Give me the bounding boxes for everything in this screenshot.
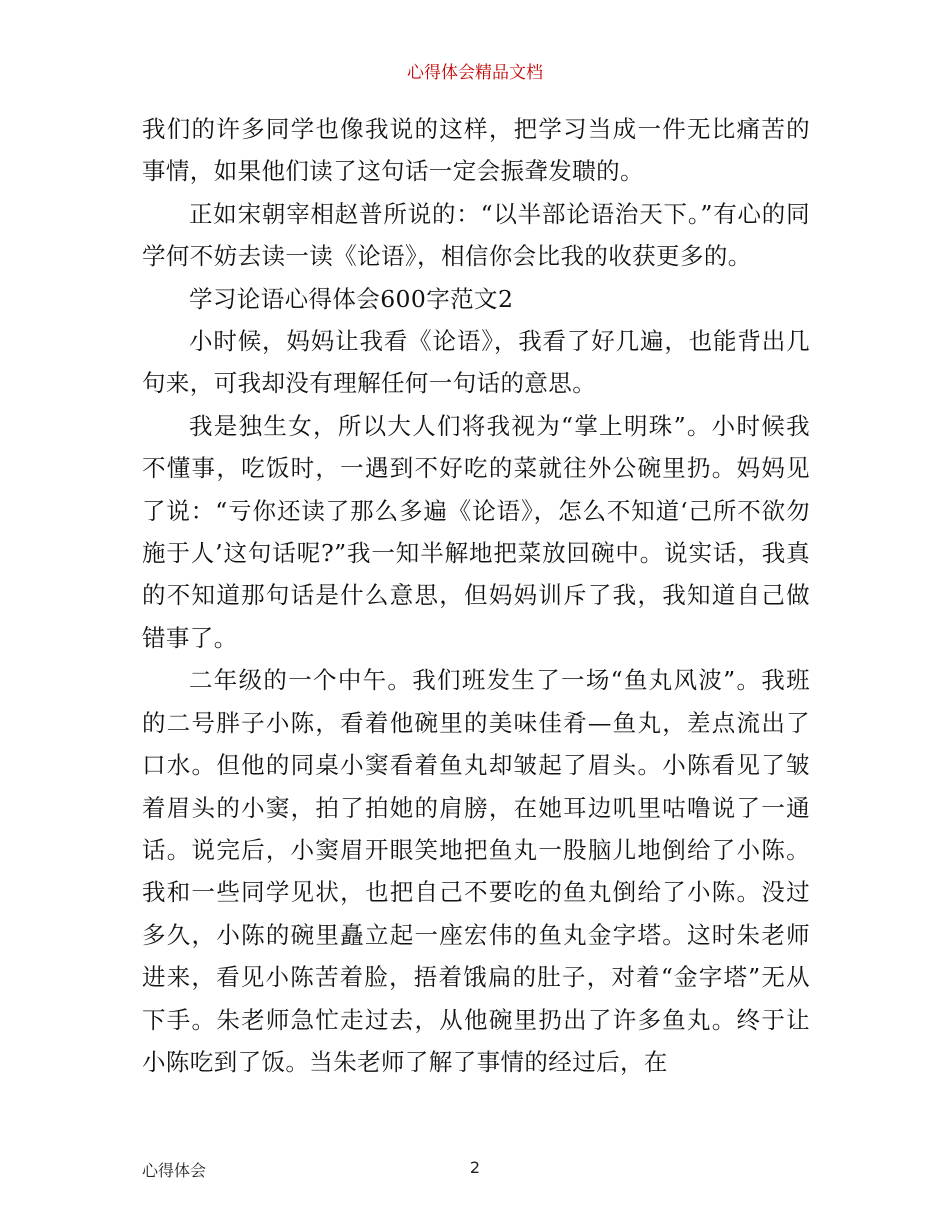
page-number: 2: [469, 1158, 481, 1177]
section-heading: 学习论语心得体会600字范文2: [189, 284, 514, 313]
paragraph-4: 我是独生女，所以大人们将我视为“掌上明珠”。小时候我不懂事，吃饭时，一遇到不好吃的菜就往外公碗里扔。妈妈见了说：“亏你还读了那么多遍《论语》，怎么不知道‘己所不欲勿施于人’这句话呢?”我一知半解地把菜放回碗中。说实话，我真的不知道那句话是什么意思，但妈妈训斥了我，我知道自己做错事了。: [142, 411, 810, 652]
paragraph-1: 我们的许多同学也像我说的这样，把学习当成一件无比痛苦的事情，如果他们读了这句话一定会振聋发聩的。: [142, 115, 810, 186]
page-header: 心得体会精品文档: [407, 63, 543, 83]
footer-label: 心得体会: [142, 1161, 207, 1180]
paragraph-5: 二年级的一个中午。我们班发生了一场“鱼丸风波”。我班的二号胖子小陈，看着他碗里的美味佳肴—鱼丸，差点流出了口水。但他的同桌小窦看着鱼丸却皱起了眉头。小陈看见了皱着眉头的小窦，拍了拍她的肩膀，在她耳边叽里咕噜说了一通话。说完后，小窦眉开眼笑地把鱼丸一股脑儿地倒给了小陈。我和一些同学见状，也把自己不要吃的鱼丸倒给了小陈。没过多久，小陈的碗里矗立起一座宏伟的鱼丸金字塔。这时朱老师进来，看见小陈苦着脸，捂着饿扁的肚子，对着“金字塔”无从下手。朱老师急忙走过去，从他碗里扔出了许多鱼丸。终于让小陈吃到了饭。当朱老师了解了事情的经过后，在: [142, 666, 810, 1076]
document-body: [142, 108, 810, 1083]
paragraph-3: 小时候，妈妈让我看《论语》，我看了好几遍，也能背出几句来，可我却没有理解任何一句话的意思。: [142, 327, 810, 398]
paragraph-2: 正如宋朝宰相赵普所说的：“以半部论语治天下。”有心的同学何不妨去读一读《论语》，相信你会比我的收获更多的。: [142, 199, 810, 271]
